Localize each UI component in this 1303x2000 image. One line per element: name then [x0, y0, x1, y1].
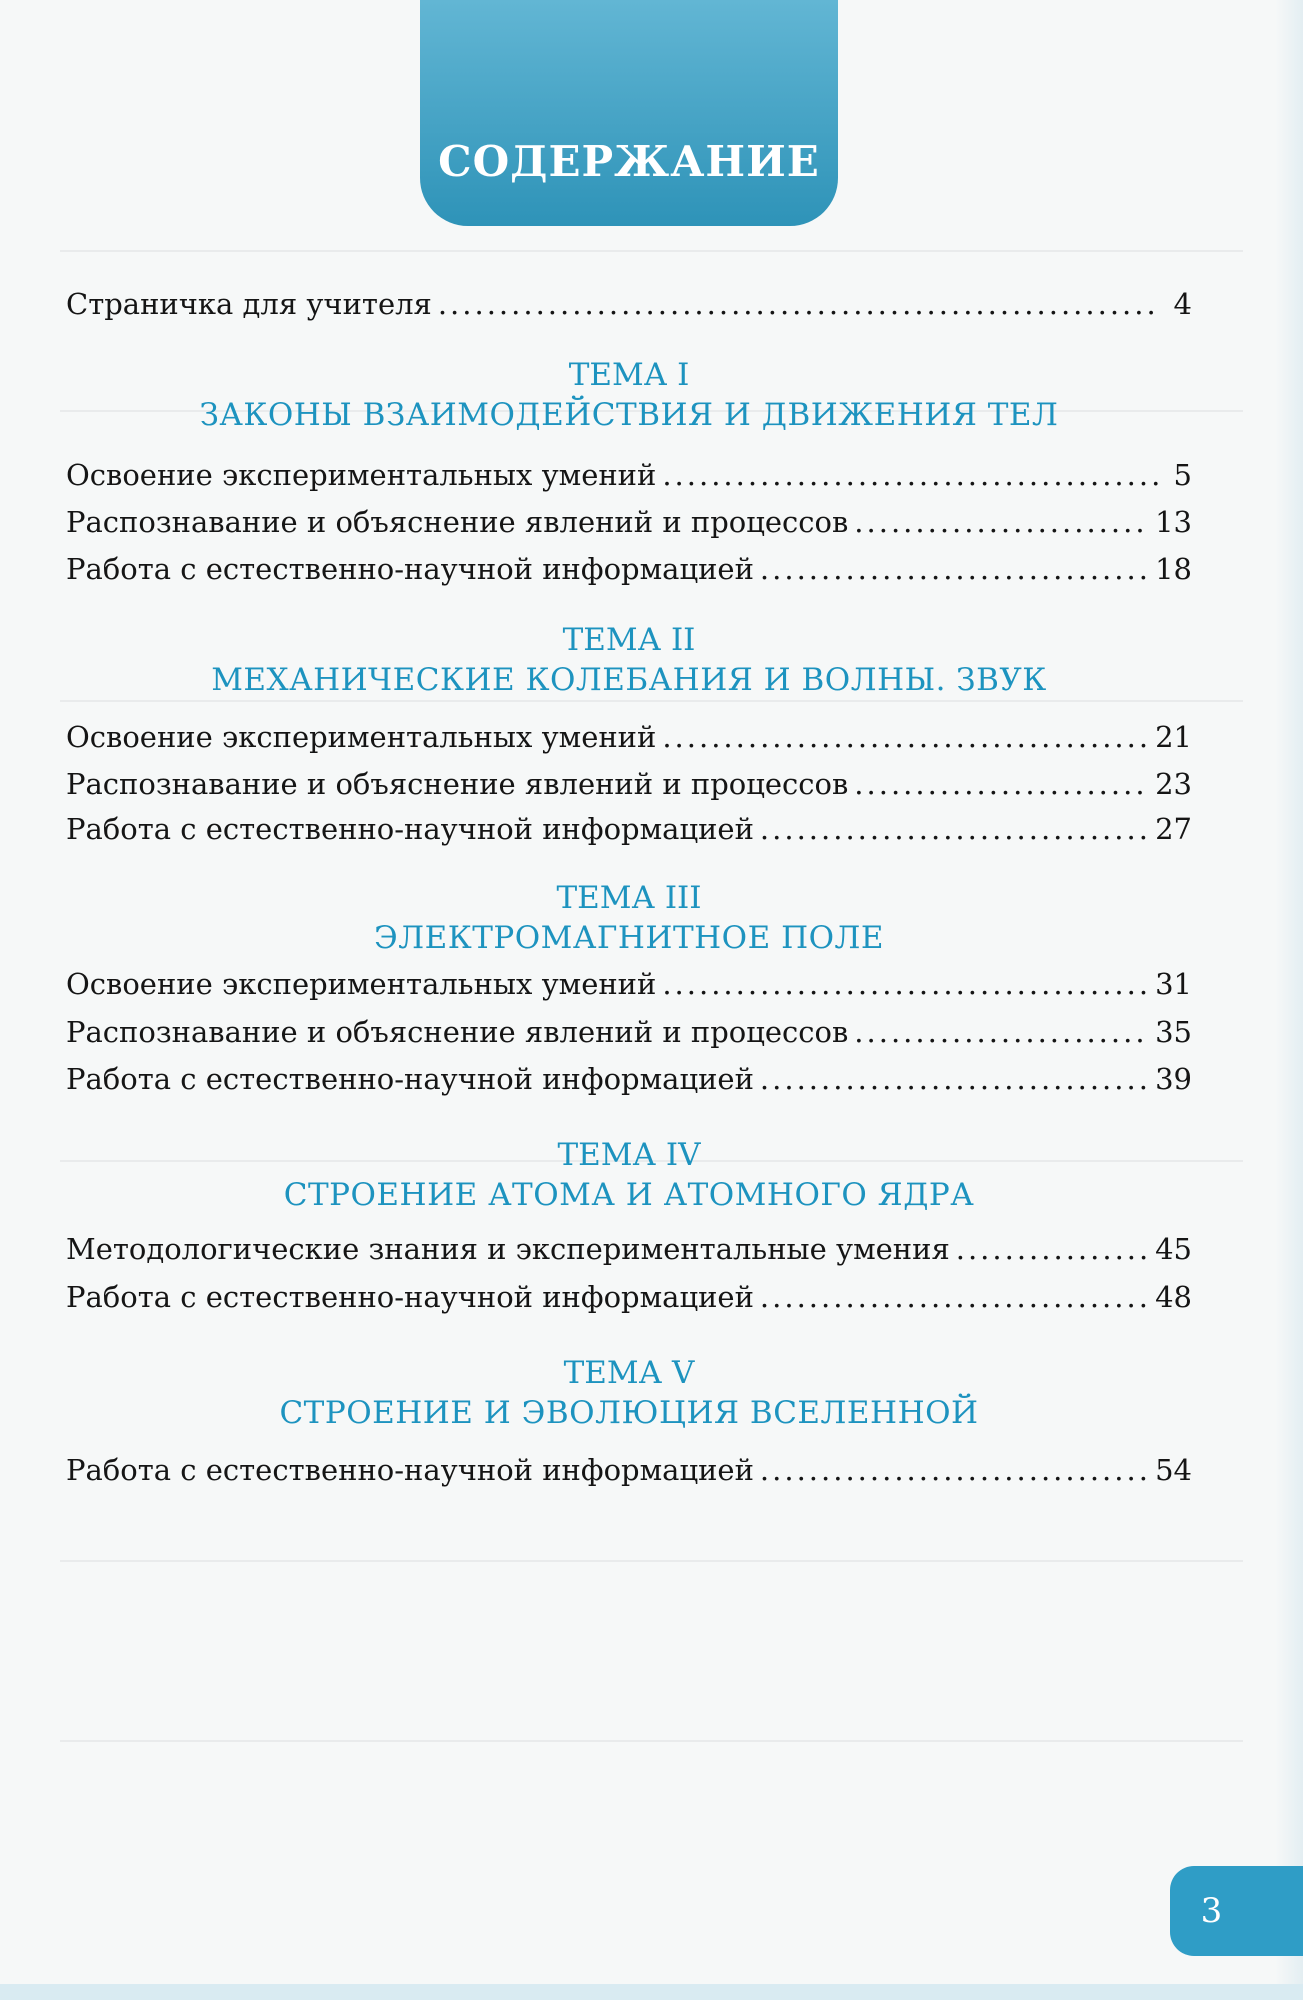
toc-entry-label: Работа с естественно-научной информацией: [66, 812, 754, 846]
toc-entry-page: 39: [1155, 1062, 1192, 1096]
toc-entry-label: Работа с естественно-научной информацией: [66, 1453, 754, 1487]
page-number: 3: [1200, 1891, 1223, 1931]
topic-heading: [66, 620, 1192, 700]
toc-entry-label: Распознавание и объяснение явлений и процессов: [66, 505, 849, 539]
topic-number: ТЕМА II: [562, 622, 696, 658]
toc-entry-page: 45: [1155, 1232, 1192, 1266]
page-bottom-band: [0, 1984, 1303, 2000]
topic-heading: [66, 1135, 1192, 1215]
bleed-through-line: [60, 700, 1243, 702]
page-number-badge: [1170, 1866, 1303, 1956]
dot-leader: [854, 767, 1149, 801]
topic-heading: [66, 355, 1192, 435]
toc-entry-page: 21: [1155, 720, 1192, 754]
page-edge-shade: [1275, 0, 1303, 2000]
dot-leader: [438, 287, 1160, 321]
topic-heading: [66, 1353, 1192, 1433]
dot-leader: [662, 720, 1149, 754]
toc-entry[interactable]: [66, 720, 1192, 766]
dot-leader: [662, 967, 1149, 1001]
toc-entry[interactable]: [66, 1062, 1192, 1108]
toc-entry[interactable]: [66, 1280, 1192, 1326]
toc-entry-page: 31: [1155, 967, 1192, 1001]
toc-entry-label: Освоение экспериментальных умений: [66, 720, 657, 754]
dot-leader: [662, 458, 1160, 492]
toc-entry-page: 54: [1155, 1453, 1192, 1487]
toc-entry-label: Работа с естественно-научной информацией: [66, 552, 754, 586]
toc-entry[interactable]: [66, 767, 1192, 813]
toc-entry-page: 13: [1155, 505, 1192, 539]
toc-entry-label: Распознавание и объяснение явлений и процессов: [66, 1015, 849, 1049]
toc-entry[interactable]: [66, 505, 1192, 551]
toc-entry[interactable]: [66, 1232, 1192, 1278]
toc-entry[interactable]: [66, 1453, 1192, 1499]
toc-entry-label: Методологические знания и экспериментальные умения: [66, 1232, 950, 1266]
toc-entry-label: Страничка для учителя: [66, 287, 432, 321]
toc-entry-label: Распознавание и объяснение явлений и процессов: [66, 767, 849, 801]
topic-number: ТЕМА IV: [557, 1137, 701, 1173]
topic-heading: [66, 878, 1192, 958]
toc-entry-teacher-page[interactable]: [66, 287, 1192, 333]
topic-title: ЭЛЕКТРОМАГНИТНОЕ ПОЛЕ: [373, 920, 885, 956]
topic-title: ЗАКОНЫ ВЗАИМОДЕЙСТВИЯ И ДВИЖЕНИЯ ТЕЛ: [199, 397, 1059, 433]
toc-entry-page: 5: [1173, 458, 1192, 492]
toc-entry[interactable]: [66, 812, 1192, 858]
topic-number: ТЕМА I: [568, 357, 690, 393]
dot-leader: [760, 1453, 1149, 1487]
toc-entry-page: 48: [1155, 1280, 1192, 1314]
dot-leader: [854, 505, 1149, 539]
toc-entry[interactable]: [66, 458, 1192, 504]
toc-entry-page: 18: [1155, 552, 1192, 586]
toc-entry[interactable]: [66, 552, 1192, 598]
dot-leader: [956, 1232, 1149, 1266]
topic-title: МЕХАНИЧЕСКИЕ КОЛЕБАНИЯ И ВОЛНЫ. ЗВУК: [211, 662, 1047, 698]
toc-entry-label: Работа с естественно-научной информацией: [66, 1062, 754, 1096]
toc-entry-label: Освоение экспериментальных умений: [66, 458, 657, 492]
toc-entry[interactable]: [66, 967, 1192, 1013]
topic-number: ТЕМА III: [556, 880, 702, 916]
toc-entry-label: Работа с естественно-научной информацией: [66, 1280, 754, 1314]
dot-leader: [760, 812, 1149, 846]
dot-leader: [760, 1280, 1149, 1314]
bleed-through-line: [60, 1560, 1243, 1562]
contents-title: СОДЕРЖАНИЕ: [438, 137, 820, 186]
dot-leader: [760, 1062, 1149, 1096]
topic-title: СТРОЕНИЕ АТОМА И АТОМНОГО ЯДРА: [283, 1177, 975, 1213]
toc-entry-page: 35: [1155, 1015, 1192, 1049]
toc-entry-label: Освоение экспериментальных умений: [66, 967, 657, 1001]
toc-entry-page: 27: [1155, 812, 1192, 846]
topic-number: ТЕМА V: [563, 1355, 695, 1391]
bleed-through-line: [60, 250, 1243, 252]
toc-entry-page: 23: [1155, 767, 1192, 801]
dot-leader: [854, 1015, 1149, 1049]
bleed-through-line: [60, 1740, 1243, 1742]
toc-entry-page: 4: [1173, 287, 1192, 321]
dot-leader: [760, 552, 1149, 586]
toc-entry[interactable]: [66, 1015, 1192, 1061]
contents-header-tab: [420, 0, 838, 226]
topic-title: СТРОЕНИЕ И ЭВОЛЮЦИЯ ВСЕЛЕННОЙ: [279, 1395, 979, 1431]
